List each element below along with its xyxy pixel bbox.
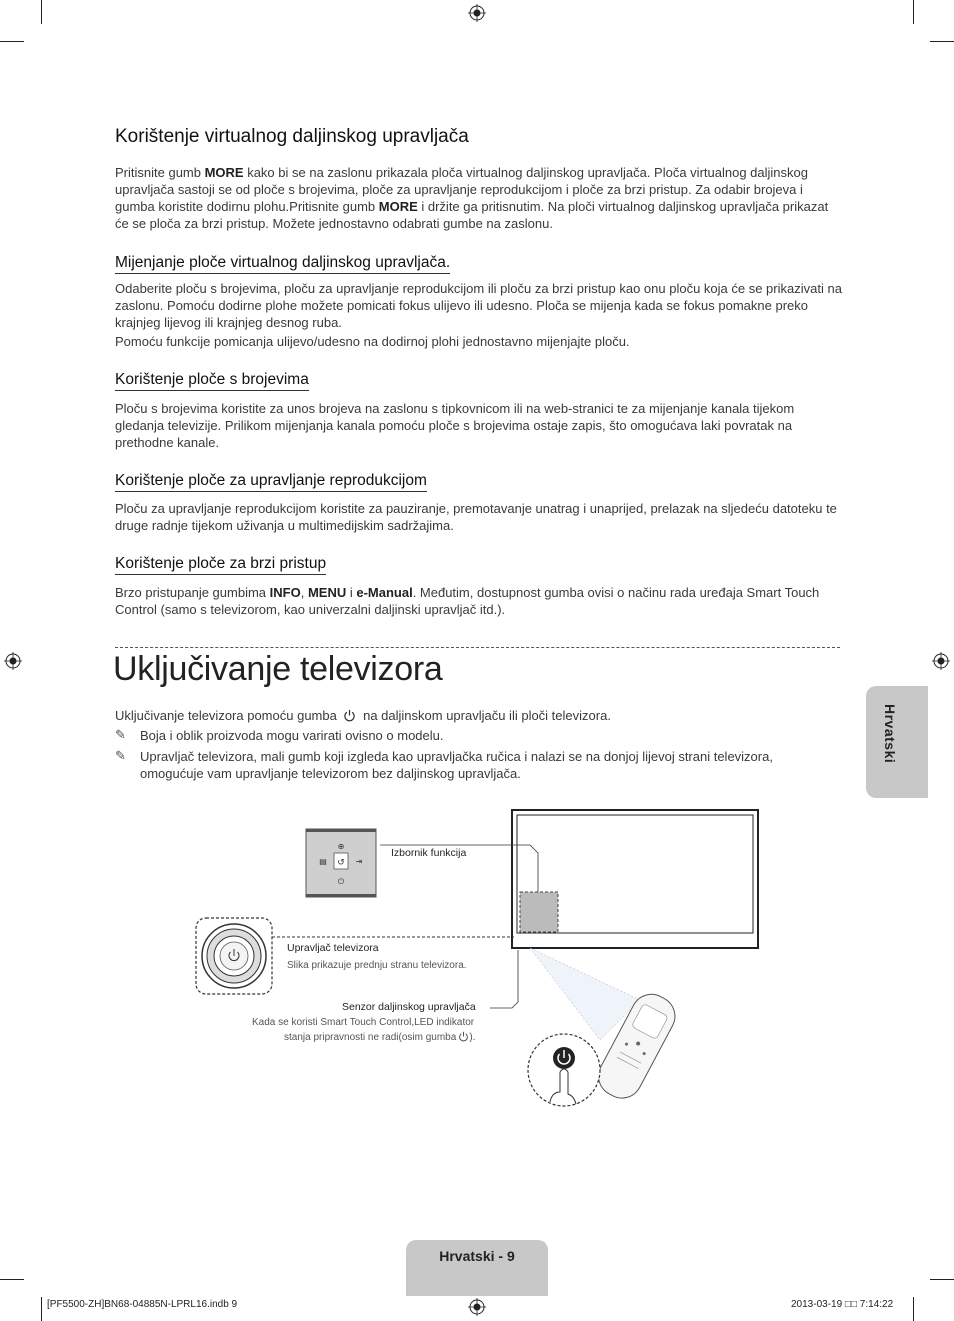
crop-mark xyxy=(913,1297,914,1321)
power-icon xyxy=(458,1031,469,1042)
page-number-label: Hrvatski - 9 xyxy=(439,1248,515,1264)
caption-remote-sensor-1: Kada se koristi Smart Touch Control,LED indikator xyxy=(252,1017,475,1028)
caption-remote-sensor-2: stanja pripravnosti ne radi(osim gumba ). xyxy=(284,1032,476,1043)
note-controller: Upravljač televizora, mali gumb koji izgleda kao upravljačka ručica i nalazi se na donjoj lijevoj strani televizora, omogućuje vam upravljanje televizorom bez daljinskog upravljača. xyxy=(140,749,773,781)
svg-text:▤: ▤ xyxy=(319,857,327,866)
caption-tv-controller: Slika prikazuje prednju stranu televizora. xyxy=(287,960,467,971)
language-side-tab-label: Hrvatski xyxy=(882,704,898,764)
note-pencil-icon: ✎ xyxy=(115,748,126,763)
subsection-title-change-panel: Mijenjanje ploče virtualnog daljinskog upravljača. xyxy=(115,254,450,274)
subsection-change-panel-text: Odaberite ploču s brojevima, ploču za upravljanje reprodukcijom ili ploču za brzi pristup kao onu ploču koja će se prikazivati na zaslonu. Pomoću dodirne plohe možete pomicati fokus ulijevo ili udesno. Ploča se mijenja kada se fokus pomakne preko krajnjeg lijevog ili krajnjeg desnog ruba. xyxy=(115,281,842,330)
subsection-playback-panel-text: Ploču za upravljanje reprodukcijom koristite za pauziranje, premotavanje unatrag i unaprijed, prelazak na sljedeću datoteku te druge radnje tijekom uživanja u multimedijskim sadržajima. xyxy=(115,501,837,533)
tv-diagram xyxy=(190,805,770,1115)
svg-text:↺: ↺ xyxy=(337,858,345,868)
label-function-menu: Izbornik funkcija xyxy=(391,847,467,859)
svg-text:⏻: ⏻ xyxy=(337,877,345,886)
power-intro-text-1: Uključivanje televizora pomoću gumba xyxy=(115,708,337,723)
section-title-virtual-remote: Korištenje virtualnog daljinskog upravljača xyxy=(115,126,469,147)
note-pencil-icon: ✎ xyxy=(115,727,126,742)
crop-mark xyxy=(41,0,42,24)
label-tv-controller: Upravljač televizora xyxy=(287,942,379,954)
subsection-title-quick-access: Korištenje ploče za brzi pristup xyxy=(115,555,326,575)
registration-mark-icon xyxy=(4,652,22,670)
crop-mark xyxy=(930,41,954,42)
subsection-title-number-panel: Korištenje ploče s brojevima xyxy=(115,371,309,391)
section-divider xyxy=(115,647,840,648)
subsection-change-panel-text-2: Pomoću funkcije pomicanja ulijevo/udesno na dodirnoj plohi jednostavno mijenjajte ploču. xyxy=(115,334,630,349)
power-intro xyxy=(115,707,611,724)
subsection-number-panel-text: Ploču s brojevima koristite za unos brojeva na zaslonu s tipkovnicom ili na web-stranici te za mijenjanje kanala tijekom gledanja televizije. Prilikom mijenjanja kanala pomoću ploče s brojevima ostaje zapis, što omogućava laki povratak na prethodne kanale. xyxy=(115,401,795,450)
power-intro-text-2: na daljinskom upravljaču ili ploči televizora. xyxy=(363,708,611,723)
section-virtual-remote-text: Pritisnite gumb MORE kako bi se na zaslonu prikazala ploča virtualnog daljinskog upravljača. Ploča virtualnog daljinskog upravljača sastoji se od ploče s brojevima, ploče za upravljanje reprodukcijom i ploče za brzi pristup. Za odabir brojeva i gumba koristite dodirnu plohu.Pritisnite gumb MORE i držite ga pritisnutim. Na ploči virtualnog daljinskog upravljača prikazat će se ploča za brzi pristup. Možete jednostavno odabrati gumbe na zaslonu. xyxy=(115,165,829,231)
caption-remote-sensor-2-text: stanja pripravnosti ne radi(osim gumba xyxy=(284,1032,457,1043)
crop-mark xyxy=(0,41,24,42)
crop-mark xyxy=(930,1279,954,1280)
crop-mark xyxy=(0,1279,24,1280)
svg-text:⇥: ⇥ xyxy=(355,857,363,866)
subsection-quick-access-text: Brzo pristupanje gumbima INFO, MENU i e-Manual. Međutim, dostupnost gumba ovisi o načinu rada uređaja Smart Touch Control (samo s televizorom, kao univerzalni daljinski upravljač itd.). xyxy=(115,585,820,617)
registration-mark-icon xyxy=(932,652,950,670)
svg-text:⊕: ⊕ xyxy=(337,842,345,851)
footer-file-name: [PF5500-ZH]BN68-04885N-LPRL16.indb 9 xyxy=(47,1299,238,1310)
footer-date: 2013-03-19 □□ 7:14:22 xyxy=(791,1299,894,1310)
registration-mark-icon xyxy=(468,1298,486,1316)
note-color-shape: Boja i oblik proizvoda mogu varirati ovisno o modelu. xyxy=(140,728,444,743)
language-side-tab xyxy=(866,686,928,798)
subsection-title-playback-panel: Korištenje ploče za upravljanje reprodukcijom xyxy=(115,472,427,492)
registration-mark-icon xyxy=(468,4,486,22)
page-number-tab xyxy=(406,1240,548,1296)
label-remote-sensor: Senzor daljinskog upravljača xyxy=(342,1001,476,1013)
crop-mark xyxy=(913,0,914,24)
power-icon xyxy=(343,709,356,722)
crop-mark xyxy=(41,1297,42,1321)
page-title: Uključivanje televizora xyxy=(113,650,443,688)
